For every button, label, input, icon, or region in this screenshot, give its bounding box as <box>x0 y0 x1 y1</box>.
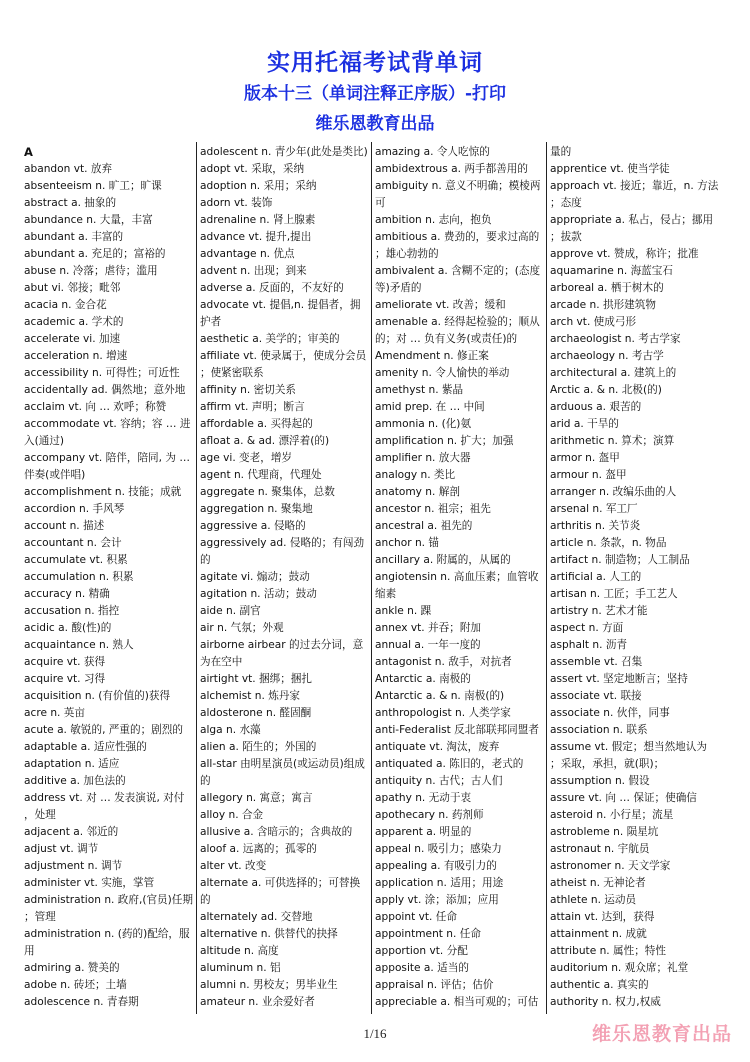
word-entry-line: associate vt. 联接 <box>550 690 642 702</box>
document-subtitle: 版本十三（单词注释正序版）-打印 <box>243 84 507 104</box>
word-entry-line: accommodate vt. 容纳；容 … 进 <box>24 418 191 430</box>
word-entry-line: Amendment n. 修正案 <box>375 350 489 362</box>
word-entry-line: ；雄心勃勃的 <box>375 248 439 260</box>
word-entry-line: alien a. 陌生的；外国的 <box>200 741 317 753</box>
word-entry-line: Antarctic a. 南极的 <box>375 673 471 685</box>
section-letter: A <box>24 145 33 159</box>
word-entry-line: application n. 适用；用途 <box>375 877 504 889</box>
word-entry-line: Arctic a. & n. 北极(的) <box>550 384 662 396</box>
word-entry-line: artistry n. 艺术才能 <box>550 605 648 617</box>
word-entry-line: appreciable a. 相当可观的；可估 <box>375 996 539 1008</box>
word-entry-line: antagonist n. 敌手，对抗者 <box>375 656 512 668</box>
word-entry-line: acquisition n. (有价值的)获得 <box>24 690 171 702</box>
word-entry-line: allusive a. 含暗示的；含典故的 <box>200 826 353 838</box>
word-entry-line: adoption n. 采用；采纳 <box>200 180 317 192</box>
word-entry-line: acquire vt. 习得 <box>24 673 106 685</box>
word-entry-line: acacia n. 金合花 <box>24 299 107 311</box>
word-entry-line: amplification n. 扩大；加强 <box>375 435 514 447</box>
word-entry-line: arithmetic n. 算术；演算 <box>550 435 675 447</box>
word-entry-line: acceleration n. 增速 <box>24 350 128 362</box>
word-entry-line: ankle n. 踝 <box>375 605 432 617</box>
word-entry-line: ambivalent a. 含糊不定的；(态度 <box>375 265 541 277</box>
word-entry-line: apothecary n. 药剂师 <box>375 809 484 821</box>
word-entry-line: administration n. 政府,(官员)任期 <box>24 894 193 906</box>
word-entry-line: association n. 联系 <box>550 724 648 736</box>
word-entry-line: attribute n. 属性；特性 <box>550 945 666 957</box>
word-entry-line: accusation n. 指控 <box>24 605 120 617</box>
word-entry-line: agent n. 代理商，代理处 <box>200 469 322 481</box>
word-entry-line: aggregate n. 聚集体，总数 <box>200 486 335 498</box>
word-entry-line: appropriate a. 私占，侵占；挪用 <box>550 214 714 226</box>
word-entry-line: abundant a. 充足的；富裕的 <box>24 248 166 260</box>
word-entry-line: 量的 <box>550 146 572 158</box>
word-entry-line: adjust vt. 调节 <box>24 843 99 855</box>
word-entry-line: accumulation n. 积累 <box>24 571 134 583</box>
word-entry-line: advantage n. 优点 <box>200 248 295 260</box>
word-entry-line: amid prep. 在 … 中间 <box>375 401 485 413</box>
word-entry-line: ；拔款 <box>550 231 582 243</box>
word-entry-line: air n. 气氛；外观 <box>200 622 284 634</box>
word-entry-line: amplifier n. 放大器 <box>375 452 471 464</box>
word-entry-line: acclaim vt. 向 … 欢呼；称赞 <box>24 401 167 413</box>
word-entry-line: abstract a. 抽象的 <box>24 197 117 209</box>
word-entry-line: auditorium n. 观众席；礼堂 <box>550 962 689 974</box>
word-entry-line: alga n. 水藻 <box>200 724 261 736</box>
word-entry-line: armour n. 盔甲 <box>550 469 627 481</box>
word-entry-line: aesthetic a. 美学的；审美的 <box>200 333 340 345</box>
word-entry-line: altitude n. 高度 <box>200 945 279 957</box>
word-entry-line: aldosterone n. 醛固酮 <box>200 707 312 719</box>
word-entry-line: apply vt. 涂；添加；应用 <box>375 894 499 906</box>
word-entry-line: arduous a. 艰苦的 <box>550 401 642 413</box>
word-entry-line: accumulate vt. 积累 <box>24 554 128 566</box>
word-entry-line: adobe n. 砖坯；土墙 <box>24 979 127 991</box>
word-entry-line: accidentally ad. 偶然地；意外地 <box>24 384 186 396</box>
word-entry-line: airtight vt. 捆绑；捆扎 <box>200 673 312 685</box>
word-entry-line: apposite a. 适当的 <box>375 962 469 974</box>
word-entry-line: ；管理 <box>24 911 56 923</box>
word-entry-line: annual a. 一年一度的 <box>375 639 481 651</box>
word-entry-line: accuracy n. 精确 <box>24 588 110 600</box>
vocabulary-columns <box>0 144 750 1014</box>
word-entry-line: arsenal n. 军工厂 <box>550 503 638 515</box>
word-entry-line: ancillary a. 附属的，从属的 <box>375 554 511 566</box>
column-2 <box>200 144 370 1014</box>
word-entry-line: arcade n. 拱形建筑物 <box>550 299 656 311</box>
word-entry-line: ambitious a. 费劲的，要求过高的 <box>375 231 540 243</box>
word-entry-line: alternative n. 供替代的抉择 <box>200 928 338 940</box>
word-entry-line: astronaut n. 宇航员 <box>550 843 650 855</box>
word-entry-line: apparent a. 明显的 <box>375 826 472 838</box>
word-entry-line: affinity n. 密切关系 <box>200 384 297 396</box>
word-entry-line: airborne airbear 的过去分词，意 <box>200 639 364 651</box>
word-entry-line: arthritis n. 关节炎 <box>550 520 641 532</box>
word-entry-line: ambiguity n. 意义不明确；模棱两 <box>375 180 541 192</box>
word-entry-line: ；使紧密联系 <box>200 367 264 379</box>
column-4 <box>550 144 722 1014</box>
word-entry-line: attainment n. 成就 <box>550 928 647 940</box>
word-entry-line: accomplishment n. 技能；成就 <box>24 486 182 498</box>
word-entry-line: all-star 由明星演员(或运动员)组成 <box>200 758 365 770</box>
word-entry-line: advance vt. 提升,提出 <box>200 231 312 243</box>
column-3 <box>375 144 545 1014</box>
word-entry-line: adrenaline n. 肾上腺素 <box>200 214 316 226</box>
word-entry-line: artisan n. 工匠；手工艺人 <box>550 588 678 600</box>
word-entry-line: adverse a. 反面的，不友好的 <box>200 282 344 294</box>
word-entry-line: 的；对 … 负有义务(或责任)的 <box>375 333 518 345</box>
word-entry-line: additive a. 加色法的 <box>24 775 126 787</box>
word-entry-line: arranger n. 改编乐曲的人 <box>550 486 677 498</box>
word-entry-line: alter vt. 改变 <box>200 860 267 872</box>
word-entry-line: 护者 <box>200 316 222 328</box>
word-entry-line: aggressively ad. 侵略的；有闯劲 <box>200 537 365 549</box>
word-entry-line: adaptable a. 适应性强的 <box>24 741 147 753</box>
word-entry-line: ambidextrous a. 两手都善用的 <box>375 163 528 175</box>
word-entry-line: anchor n. 锚 <box>375 537 439 549</box>
word-entry-line: asphalt n. 沥青 <box>550 639 628 651</box>
word-entry-line: accelerate vi. 加速 <box>24 333 121 345</box>
word-entry-line: accompany vt. 陪伴，陪同, 为 … <box>24 452 190 464</box>
word-entry-line: attain vt. 达到，获得 <box>550 911 655 923</box>
word-entry-line: adopt vt. 采取，采纳 <box>200 163 305 175</box>
word-entry-line: adjustment n. 调节 <box>24 860 123 872</box>
word-entry-line: 的 <box>200 775 211 787</box>
word-entry-line: aluminum n. 铝 <box>200 962 281 974</box>
word-entry-line: affordable a. 买得起的 <box>200 418 313 430</box>
word-entry-line: astrobleme n. 陨星坑 <box>550 826 659 838</box>
word-entry-line: ameliorate vt. 改善；缓和 <box>375 299 506 311</box>
word-entry-line: alumni n. 男校友；男毕业生 <box>200 979 338 991</box>
word-entry-line: 缩素 <box>375 588 397 600</box>
word-entry-line: antiquity n. 古代；古人们 <box>375 775 503 787</box>
document-title: 实用托福考试背单词 <box>267 50 483 76</box>
word-entry-line: ambition n. 志向，抱负 <box>375 214 492 226</box>
word-entry-line: angiotensin n. 高血压素；血管收 <box>375 571 539 583</box>
word-entry-line: arid a. 干旱的 <box>550 418 619 430</box>
word-entry-line: administration n. (药的)配给，服 <box>24 928 190 940</box>
publisher-line: 维乐恩教育出品 <box>315 114 435 134</box>
word-entry-line: alternate a. 可供选择的；可替换 <box>200 877 361 889</box>
word-entry-line: apportion vt. 分配 <box>375 945 468 957</box>
word-entry-line: aspect n. 方面 <box>550 622 624 634</box>
word-entry-line: aquamarine n. 海蓝宝石 <box>550 265 673 277</box>
word-entry-line: appealing a. 有吸引力的 <box>375 860 497 872</box>
word-entry-line: advocate vt. 提倡,n. 提倡者，拥 <box>200 299 361 311</box>
word-entry-line: appraisal n. 评估；估价 <box>375 979 494 991</box>
word-entry-line: accessibility n. 可得性；可近性 <box>24 367 180 379</box>
word-entry-line: athlete n. 运动员 <box>550 894 637 906</box>
word-entry-line: arch vt. 使成弓形 <box>550 316 637 328</box>
word-entry-line: anatomy n. 解剖 <box>375 486 460 498</box>
word-entry-line: ammonia n. (化)氨 <box>375 418 472 430</box>
watermark-logo: 维乐恩教育出品 <box>591 1023 732 1045</box>
word-entry-line: assumption n. 假设 <box>550 775 650 787</box>
word-entry-line: anti-Federalist 反北部联邦同盟者 <box>375 724 539 736</box>
page-number: 1/16 <box>363 1026 387 1041</box>
word-entry-line: adaptation n. 适应 <box>24 758 120 770</box>
word-entry-line: abuse n. 冷落；虐待；滥用 <box>24 265 158 277</box>
word-entry-line: address vt. 对 … 发表演说, 对付 <box>24 792 185 804</box>
word-entry-line: aide n. 副官 <box>200 605 261 617</box>
word-entry-line: appoint vt. 任命 <box>375 911 457 923</box>
word-entry-line: acquaintance n. 熟人 <box>24 639 134 651</box>
word-entry-line: administer vt. 实施，掌管 <box>24 877 155 889</box>
word-entry-line: approve vt. 赞成，称许；批准 <box>550 248 699 260</box>
word-entry-line: apprentice vt. 使当学徒 <box>550 163 670 175</box>
word-entry-line: abut vi. 邻接；毗邻 <box>24 282 121 294</box>
word-entry-line: abandon vt. 放弃 <box>24 163 113 175</box>
word-entry-line: associate n. 伙伴，同事 <box>550 707 670 719</box>
word-entry-line: analogy n. 类比 <box>375 469 456 481</box>
word-entry-line: adolescence n. 青春期 <box>24 996 139 1008</box>
word-entry-line: appeal n. 吸引力；感染力 <box>375 843 502 855</box>
word-entry-line: armor n. 盔甲 <box>550 452 620 464</box>
word-entry-line: assure vt. 向 … 保证；使确信 <box>550 792 697 804</box>
word-entry-line: annex vt. 并吞；附加 <box>375 622 482 634</box>
word-entry-line: authority n. 权力,权威 <box>550 996 661 1008</box>
word-entry-line: amazing a. 令人吃惊的 <box>375 146 490 158</box>
word-entry-line: aloof a. 远离的；孤零的 <box>200 843 317 855</box>
word-entry-line: acidic a. 酸(性)的 <box>24 622 112 634</box>
word-entry-line: appointment n. 任命 <box>375 928 481 940</box>
word-entry-line: archaeology n. 考古学 <box>550 350 664 362</box>
word-entry-line: age vi. 变老，增岁 <box>200 452 293 464</box>
word-entry-line: assume vt. 假定；想当然地认为 <box>550 741 707 753</box>
word-entry-line: abundant a. 丰富的 <box>24 231 124 243</box>
word-entry-line: alchemist n. 炼丹家 <box>200 690 301 702</box>
word-entry-line: accountant n. 会计 <box>24 537 122 549</box>
word-entry-line: archaeologist n. 考古学家 <box>550 333 681 345</box>
word-entry-line: 的 <box>200 554 211 566</box>
word-entry-line: ；采取，承担，就(职)； <box>550 758 665 770</box>
word-entry-line: alloy n. 合金 <box>200 809 264 821</box>
word-entry-line: affirm vt. 声明；断言 <box>200 401 305 413</box>
word-entry-line: 等)矛盾的 <box>375 282 422 294</box>
word-entry-line: apathy n. 无动于衷 <box>375 792 472 804</box>
word-entry-line: 可 <box>375 197 386 209</box>
word-entry-line: alternately ad. 交替地 <box>200 911 313 923</box>
word-entry-line: 伴奏(或伴唱) <box>24 469 86 481</box>
word-entry-line: asteroid n. 小行星；流星 <box>550 809 674 821</box>
word-entry-line: abundance n. 大量，丰富 <box>24 214 153 226</box>
word-entry-line: ancestor n. 祖宗；祖先 <box>375 503 491 515</box>
word-entry-line: affiliate vt. 使录属于，使成分会员 <box>200 350 367 362</box>
word-entry-line: amethyst n. 紫晶 <box>375 384 464 396</box>
word-entry-line: amenity n. 令人愉快的举动 <box>375 367 510 379</box>
word-entry-line: ，处理 <box>24 809 56 821</box>
word-entry-line: adjacent a. 邻近的 <box>24 826 119 838</box>
word-entry-line: 用 <box>24 945 35 957</box>
word-entry-line: allegory n. 寓意；寓言 <box>200 792 313 804</box>
word-entry-line: article n. 条款，n. 物品 <box>550 537 667 549</box>
word-entry-line: 为在空中 <box>200 656 243 668</box>
word-entry-line: account n. 描述 <box>24 520 105 532</box>
word-entry-line: afloat a. & ad. 漂浮着(的) <box>200 435 330 447</box>
word-entry-line: aggressive a. 侵略的 <box>200 520 306 532</box>
word-entry-line: adolescent n. 青少年(此处是类比) <box>200 146 368 158</box>
word-entry-line: arboreal a. 栖于树木的 <box>550 282 664 294</box>
word-entry-line: astronomer n. 天文学家 <box>550 860 671 872</box>
word-entry-line: authentic a. 真实的 <box>550 979 649 991</box>
word-entry-line: 的 <box>200 894 211 906</box>
word-entry-line: ；态度 <box>550 197 582 209</box>
word-entry-line: approach vt. 接近；靠近，n. 方法 <box>550 180 719 192</box>
word-entry-line: 入(通过) <box>24 435 65 447</box>
word-entry-line: artificial a. 人工的 <box>550 571 642 583</box>
word-entry-line: absenteeism n. 旷工；旷课 <box>24 180 162 192</box>
word-entry-line: assert vt. 坚定地断言；坚持 <box>550 673 688 685</box>
word-entry-line: admiring a. 赞美的 <box>24 962 120 974</box>
word-entry-line: amateur n. 业余爱好者 <box>200 996 315 1008</box>
word-entry-line: architectural a. 建筑上的 <box>550 367 677 379</box>
column-1 <box>24 144 195 1014</box>
word-entry-line: amenable a. 经得起检验的；顺从 <box>375 316 540 328</box>
word-entry-line: antiquate vt. 淘汰，废弃 <box>375 741 500 753</box>
word-entry-line: aggregation n. 聚集地 <box>200 503 313 515</box>
word-entry-line: agitation n. 活动；鼓动 <box>200 588 317 600</box>
word-entry-line: antiquated a. 陈旧的，老式的 <box>375 758 524 770</box>
word-entry-line: assemble vt. 召集 <box>550 656 643 668</box>
word-entry-line: atheist n. 无神论者 <box>550 877 646 889</box>
word-entry-line: acquire vt. 获得 <box>24 656 106 668</box>
word-entry-line: acute a. 敏锐的, 严重的；剧烈的 <box>24 724 183 736</box>
word-entry-line: accordion n. 手风琴 <box>24 503 125 515</box>
word-entry-line: advent n. 出现；到来 <box>200 265 307 277</box>
word-entry-line: artifact n. 制造物；人工制品 <box>550 554 690 566</box>
word-entry-line: ancestral a. 祖先的 <box>375 520 473 532</box>
word-entry-line: adorn vt. 装饰 <box>200 197 273 209</box>
word-entry-line: agitate vi. 煽动；鼓动 <box>200 571 310 583</box>
word-entry-line: anthropologist n. 人类学家 <box>375 707 511 719</box>
word-entry-line: academic a. 学术的 <box>24 316 124 328</box>
word-entry-line: Antarctic a. & n. 南极(的) <box>375 690 505 702</box>
word-entry-line: acre n. 英亩 <box>24 707 85 719</box>
